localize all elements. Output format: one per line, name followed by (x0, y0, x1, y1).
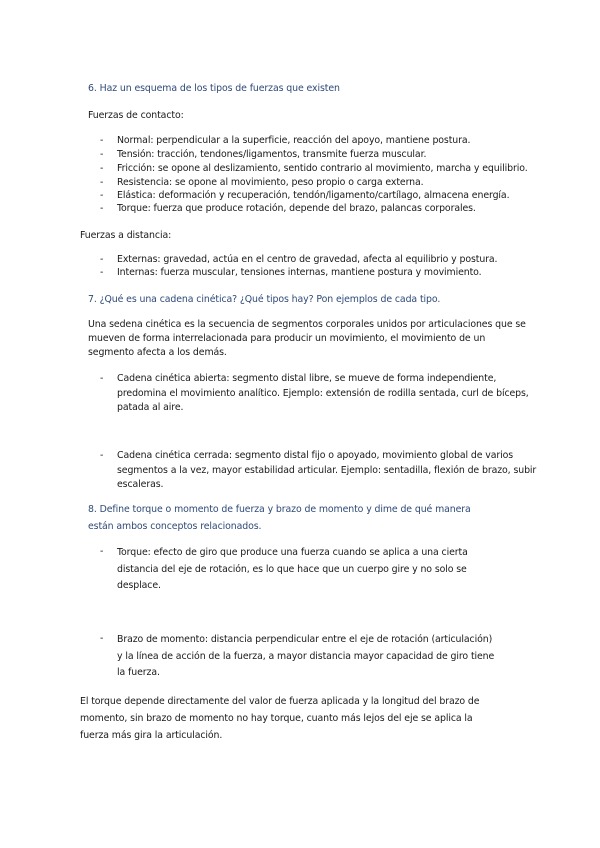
closed-chain-item (117, 449, 536, 493)
paragraph-line: predomina el movimiento analítico. Ejemplo: extensión de rodilla sentada, curl de bíceps, (117, 387, 529, 399)
list-item: Externas: gravedad, actúa en el centro de gravedad, afecta al equilibrio y postura. (117, 254, 498, 265)
open-chain-item (117, 372, 529, 416)
list-item: Tensión: tracción, tendones/ligamentos, transmite fuerza muscular. (117, 149, 427, 160)
list-item: Fricción: se opone al deslizamiento, sentido contrario al movimiento, marcha y equilibrio. (117, 163, 528, 174)
list-bullet: - (100, 267, 104, 278)
list-item: Internas: fuerza muscular, tensiones internas, mantiene postura y movimiento. (117, 267, 482, 278)
paragraph-line: escaleras. (117, 479, 164, 490)
paragraph-line: segmento afecta a los demás. (88, 347, 227, 358)
list-bullet: - (100, 450, 104, 461)
paragraph-line: desplace. (117, 580, 161, 591)
paragraph-line: Brazo de momento: distancia perpendicular entre el eje de rotación (articulación) (117, 634, 493, 645)
list-bullet: - (100, 633, 104, 644)
distance-forces-title: Fuerzas a distancia: (80, 230, 172, 241)
torque-item (117, 545, 468, 595)
paragraph-line: distancia del eje de rotación, es lo que hace que un cuerpo gire y no solo se (117, 563, 467, 575)
paragraph-line: fuerza más gira la articulación. (80, 730, 223, 741)
q6-heading: 6. Haz un esquema de los tipos de fuerzas que existen (88, 83, 340, 94)
paragraph-line: y la línea de acción de la fuerza, a mayor distancia mayor capacidad de giro tiene (117, 650, 495, 662)
list-bullet: - (100, 177, 104, 188)
q7-heading: 7. ¿Qué es una cadena cinética? ¿Qué tipos hay? Pon ejemplos de cada tipo. (88, 294, 441, 305)
paragraph-line: Cadena cinética abierta: segmento distal libre, se mueve de forma independiente, (117, 373, 497, 384)
paragraph-line: mueven de forma interrelacionada para producir un movimiento, el movimiento de un (88, 333, 486, 344)
paragraph-line: Cadena cinética cerrada: segmento distal fijo o apoyado, movimiento global de varios (117, 450, 514, 461)
moment-arm-item (117, 632, 494, 682)
paragraph-line: Torque: efecto de giro que produce una fuerza cuando se aplica a una cierta (117, 547, 468, 558)
list-bullet: - (100, 203, 104, 214)
contact-forces-title: Fuerzas de contacto: (88, 110, 184, 121)
list-item: Normal: perpendicular a la superficie, reacción del apoyo, mantiene postura. (117, 135, 471, 146)
paragraph-line: Una sedena cinética es la secuencia de segmentos corporales unidos por articulaciones que se (88, 319, 526, 330)
list-bullet: - (100, 373, 104, 384)
heading-line: 8. Define torque o momento de fuerza y brazo de momento y dime de qué manera (88, 504, 471, 515)
q8-conclusion-paragraph (80, 693, 479, 744)
list-bullet: - (100, 149, 104, 160)
list-bullet: - (100, 135, 104, 146)
list-item: Elástica: deformación y recuperación, tendón/ligamento/cartílago, almacena energía. (117, 190, 510, 201)
paragraph-line: El torque depende directamente del valor de fuerza aplicada y la longitud del brazo de (80, 696, 480, 707)
paragraph-line: momento, sin brazo de momento no hay torque, cuanto más lejos del eje se aplica la (80, 713, 473, 724)
heading-line: están ambos conceptos relacionados. (88, 521, 262, 532)
list-item: Resistencia: se opone al movimiento, peso propio o carga externa. (117, 177, 424, 188)
q8-heading (88, 501, 471, 535)
list-bullet: - (100, 546, 104, 557)
list-bullet: - (100, 190, 104, 201)
list-bullet: - (100, 163, 104, 174)
q7-intro-paragraph (88, 318, 526, 360)
list-bullet: - (100, 254, 104, 265)
paragraph-line: patada al aire. (117, 402, 184, 413)
paragraph-line: segmentos a la vez, mayor estabilidad articular. Ejemplo: sentadilla, flexión de brazo, subir (117, 464, 537, 476)
paragraph-line: la fuerza. (117, 667, 160, 678)
list-item: Torque: fuerza que produce rotación, depende del brazo, palancas corporales. (117, 203, 476, 214)
